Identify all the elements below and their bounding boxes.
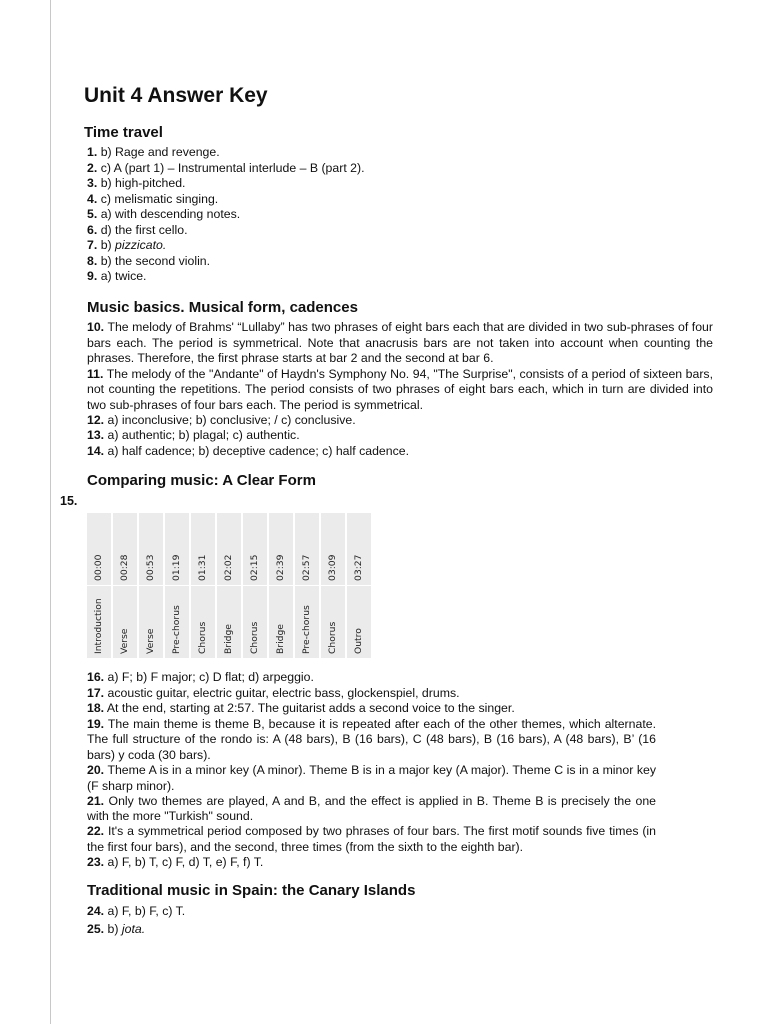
section-heading-music-basics: Music basics. Musical form, cadences [87,299,358,316]
answer-16: 16. a) F; b) F major; c) D flat; d) arpeggio. [87,670,314,684]
part-cell: Chorus [321,585,345,658]
answer-14: 14. a) half cadence; b) deceptive cadence; c) half cadence. [87,443,409,458]
time-cell: 03:09 [321,513,345,585]
answer-20: 20. Theme A is in a minor key (A minor). Theme B is in a major key (A major). Theme C is in a minor key (F sharp minor). [87,763,656,793]
time-cell: 02:39 [269,513,293,585]
page-margin-line [50,0,51,1024]
part-cell: Verse [113,585,137,658]
answer-21: 21. Only two themes are played, A and B, and the effect is applied in B. Theme B is precisely the one with the more "Turkish" sound. [87,793,657,823]
answer-4: 4. c) melismatic singing. [87,191,219,206]
time-cell: 02:15 [243,513,267,585]
part-cell: Pre-chorus [295,585,319,658]
part-cell: Outro [347,585,371,658]
answer-1: 1. b) Rage and revenge. [87,145,220,159]
part-cell: Pre-chorus [165,585,189,658]
time-cell: 00:28 [113,513,137,585]
answer-5: 5. a) with descending notes. [87,207,241,221]
section-heading-comparing-music: Comparing music: A Clear Form [87,472,316,489]
time-cell: 00:53 [139,513,163,585]
time-cell: 01:19 [165,513,189,585]
answer-18: 18. At the end, starting at 2:57. The guitarist adds a second voice to the singer. [87,701,515,715]
part-cell: Verse [139,585,163,658]
answer-23: 23. a) F, b) T, c) F, d) T, e) F, f) T. [87,854,264,869]
section-heading-time-travel: Time travel [84,124,163,141]
answer-2: 2. c) A (part 1) – Instrumental interlude – B (part 2). [87,160,365,175]
answer-13: 13. a) authentic; b) plagal; c) authentic. [87,428,300,442]
answer-11: 11. The melody of the "Andante" of Haydn's Symphony No. 94, "The Surprise", consists of a period of sixteen bars, not counting the repetitions. The period consists of two phrases of eight bars each, which in turn are divided into two sub-phrases of four bars each. The period is symmetrical. [87,366,713,412]
answer-25: 25. b) jota. [87,921,146,936]
answer-3: 3. b) high-pitched. [87,176,186,190]
answer-8: 8. b) the second violin. [87,253,211,268]
answer-10: 10. The melody of Brahms' “Lullaby” has two phrases of eight bars each that are divided in two sub-phrases of four bars each. The period is symmetrical. Note that anacrusis bars are not taken into account when counting the phrases. Therefore, the first phrase starts at bar 2 and the second at bar 6. [87,320,713,365]
table-row-times [87,513,371,585]
answer-24: 24. a) F, b) F, c) T. [87,903,186,918]
part-cell: Bridge [217,585,241,658]
part-cell: Bridge [269,585,293,658]
part-cell: Chorus [243,585,267,658]
answer-6: 6. d) the first cello. [87,222,188,237]
answer-22: 22. It's a symmetrical period composed by two phrases of four bars. The first motif sounds five times (in the first four bars), and the second, three times (from the sixth to the eighth bar). [87,824,656,854]
answer-7: 7. b) pizzicato. [87,238,167,252]
time-cell: 01:31 [191,513,215,585]
part-cell: Introduction [87,585,111,658]
time-cell: 00:00 [87,513,111,585]
table-row-parts [87,585,371,658]
answer-17: 17. acoustic guitar, electric guitar, electric bass, glockenspiel, drums. [87,685,460,700]
answer-19: 19. The main theme is theme B, because it is repeated after each of the other themes, which alternate. The full structure of the rondo is: A (48 bars), B (16 bars), C (48 bars), B (16 bars), A (48 bars), B’ (16 bars) y coda (30 bars). [87,716,656,762]
page-title: Unit 4 Answer Key [84,84,268,107]
question-15-label: 15. [60,494,78,508]
time-cell: 02:57 [295,513,319,585]
song-form-table [85,513,373,658]
time-cell: 02:02 [217,513,241,585]
part-cell: Chorus [191,585,215,658]
answer-12: 12. a) inconclusive; b) conclusive; / c) conclusive. [87,412,356,427]
answer-9: 9. a) twice. [87,269,147,283]
section-heading-traditional-music: Traditional music in Spain: the Canary Islands [87,882,416,899]
time-cell: 03:27 [347,513,371,585]
